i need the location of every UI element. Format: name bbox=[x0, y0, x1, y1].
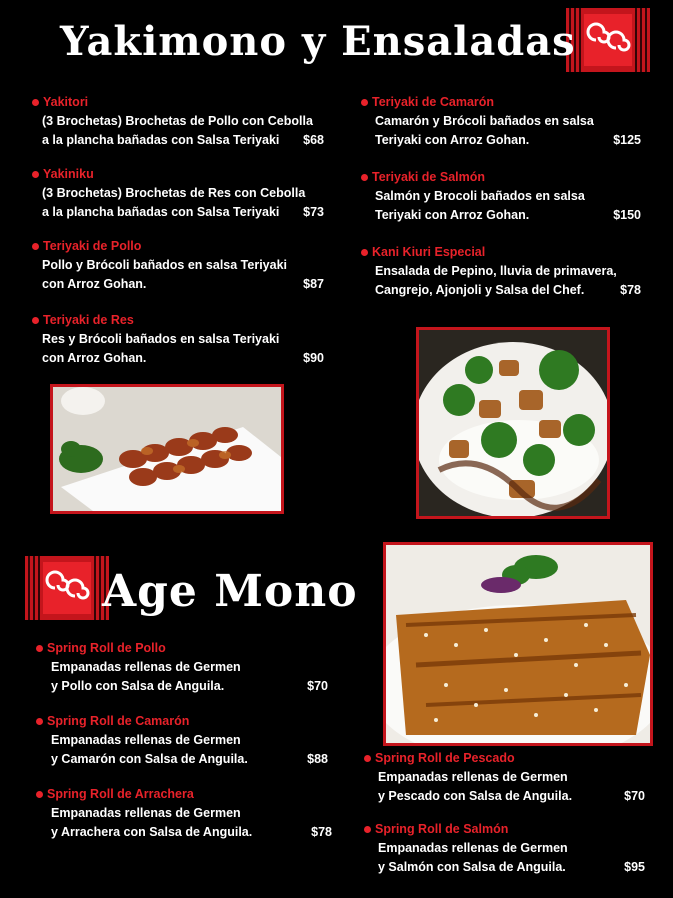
teriyaki-image bbox=[419, 330, 607, 516]
menu-item bbox=[32, 165, 324, 222]
item-desc-line2: y Pollo con Salsa de Anguila. bbox=[51, 679, 225, 693]
item-desc-line2: con Arroz Gohan. bbox=[42, 351, 147, 365]
menu-item bbox=[361, 243, 641, 300]
menu-item bbox=[32, 93, 324, 150]
item-desc-line1: Camarón y Brócoli bañados en salsa bbox=[375, 114, 594, 128]
menu-item bbox=[364, 820, 645, 877]
item-price: $90 bbox=[303, 351, 324, 365]
item-desc-line1: Res y Brócoli bañados en salsa Teriyaki bbox=[42, 332, 280, 346]
item-desc-line2: Teriyaki con Arroz Gohan. bbox=[375, 208, 530, 222]
item-name: Spring Roll de Arrachera bbox=[36, 785, 332, 804]
item-price: $68 bbox=[303, 133, 324, 147]
section-title-agemono: Age Mono bbox=[102, 566, 358, 617]
menu-item bbox=[32, 311, 324, 368]
section-title-yakimono: Yakimono y Ensaladas bbox=[60, 18, 576, 65]
item-desc-line1: (3 Brochetas) Brochetas de Res con Cebolla bbox=[42, 186, 306, 200]
item-price: $73 bbox=[303, 205, 324, 219]
item-name: Yakiniku bbox=[32, 165, 324, 184]
item-name: Teriyaki de Pollo bbox=[32, 237, 324, 256]
item-name: Teriyaki de Camarón bbox=[361, 93, 641, 112]
item-desc-line2: y Pescado con Salsa de Anguila. bbox=[378, 789, 573, 803]
item-price: $88 bbox=[307, 752, 328, 766]
photo-spring-roll bbox=[383, 542, 653, 746]
item-desc-line1: Ensalada de Pepino, lluvia de primavera, bbox=[375, 264, 617, 278]
item-price: $125 bbox=[613, 133, 641, 147]
menu-item bbox=[361, 168, 641, 225]
item-price: $95 bbox=[624, 860, 645, 874]
item-name: Teriyaki de Res bbox=[32, 311, 324, 330]
spring-roll-image bbox=[386, 545, 650, 743]
menu-item bbox=[36, 785, 332, 842]
item-price: $70 bbox=[624, 789, 645, 803]
photo-teriyaki bbox=[416, 327, 610, 519]
item-desc-line2: Cangrejo, Ajonjoli y Salsa del Chef. bbox=[375, 283, 585, 297]
item-desc-line2: a la plancha bañadas con Salsa Teriyaki bbox=[42, 205, 280, 219]
item-desc-line1: Empanadas rellenas de Germen bbox=[51, 660, 241, 674]
menu-item bbox=[361, 93, 641, 150]
item-desc-line1: Empanadas rellenas de Germen bbox=[51, 806, 241, 820]
item-name: Spring Roll de Pollo bbox=[36, 639, 328, 658]
item-desc-line1: Empanadas rellenas de Germen bbox=[378, 841, 568, 855]
item-price: $150 bbox=[613, 208, 641, 222]
item-price: $87 bbox=[303, 277, 324, 291]
menu-item bbox=[36, 639, 328, 696]
item-desc-line2: y Salmón con Salsa de Anguila. bbox=[378, 860, 566, 874]
item-desc-line1: (3 Brochetas) Brochetas de Pollo con Cebolla bbox=[42, 114, 313, 128]
item-desc-line2: con Arroz Gohan. bbox=[42, 277, 147, 291]
menu-item bbox=[36, 712, 328, 769]
item-name: Spring Roll de Pescado bbox=[364, 749, 645, 768]
menu-item bbox=[364, 749, 645, 806]
item-desc-line1: Salmón y Brocoli bañados en salsa bbox=[375, 189, 585, 203]
item-name: Kani Kiuri Especial bbox=[361, 243, 641, 262]
item-name: Teriyaki de Salmón bbox=[361, 168, 641, 187]
item-name: Spring Roll de Salmón bbox=[364, 820, 645, 839]
yakitori-image bbox=[53, 387, 281, 511]
item-desc-line1: Empanadas rellenas de Germen bbox=[51, 733, 241, 747]
swirl-logo-icon bbox=[25, 556, 109, 620]
item-desc-line2: y Camarón con Salsa de Anguila. bbox=[51, 752, 248, 766]
menu-item bbox=[32, 237, 324, 294]
item-desc-line2: y Arrachera con Salsa de Anguila. bbox=[51, 825, 253, 839]
item-price: $78 bbox=[311, 825, 332, 839]
item-name: Spring Roll de Camarón bbox=[36, 712, 328, 731]
photo-yakitori bbox=[50, 384, 284, 514]
item-desc-line1: Empanadas rellenas de Germen bbox=[378, 770, 568, 784]
item-desc-line2: a la plancha bañadas con Salsa Teriyaki bbox=[42, 133, 280, 147]
item-desc-line2: Teriyaki con Arroz Gohan. bbox=[375, 133, 530, 147]
item-desc-line1: Pollo y Brócoli bañados en salsa Teriyaki bbox=[42, 258, 287, 272]
item-price: $70 bbox=[307, 679, 328, 693]
item-name: Yakitori bbox=[32, 93, 324, 112]
swirl-logo-icon bbox=[566, 8, 650, 72]
item-price: $78 bbox=[620, 283, 641, 297]
